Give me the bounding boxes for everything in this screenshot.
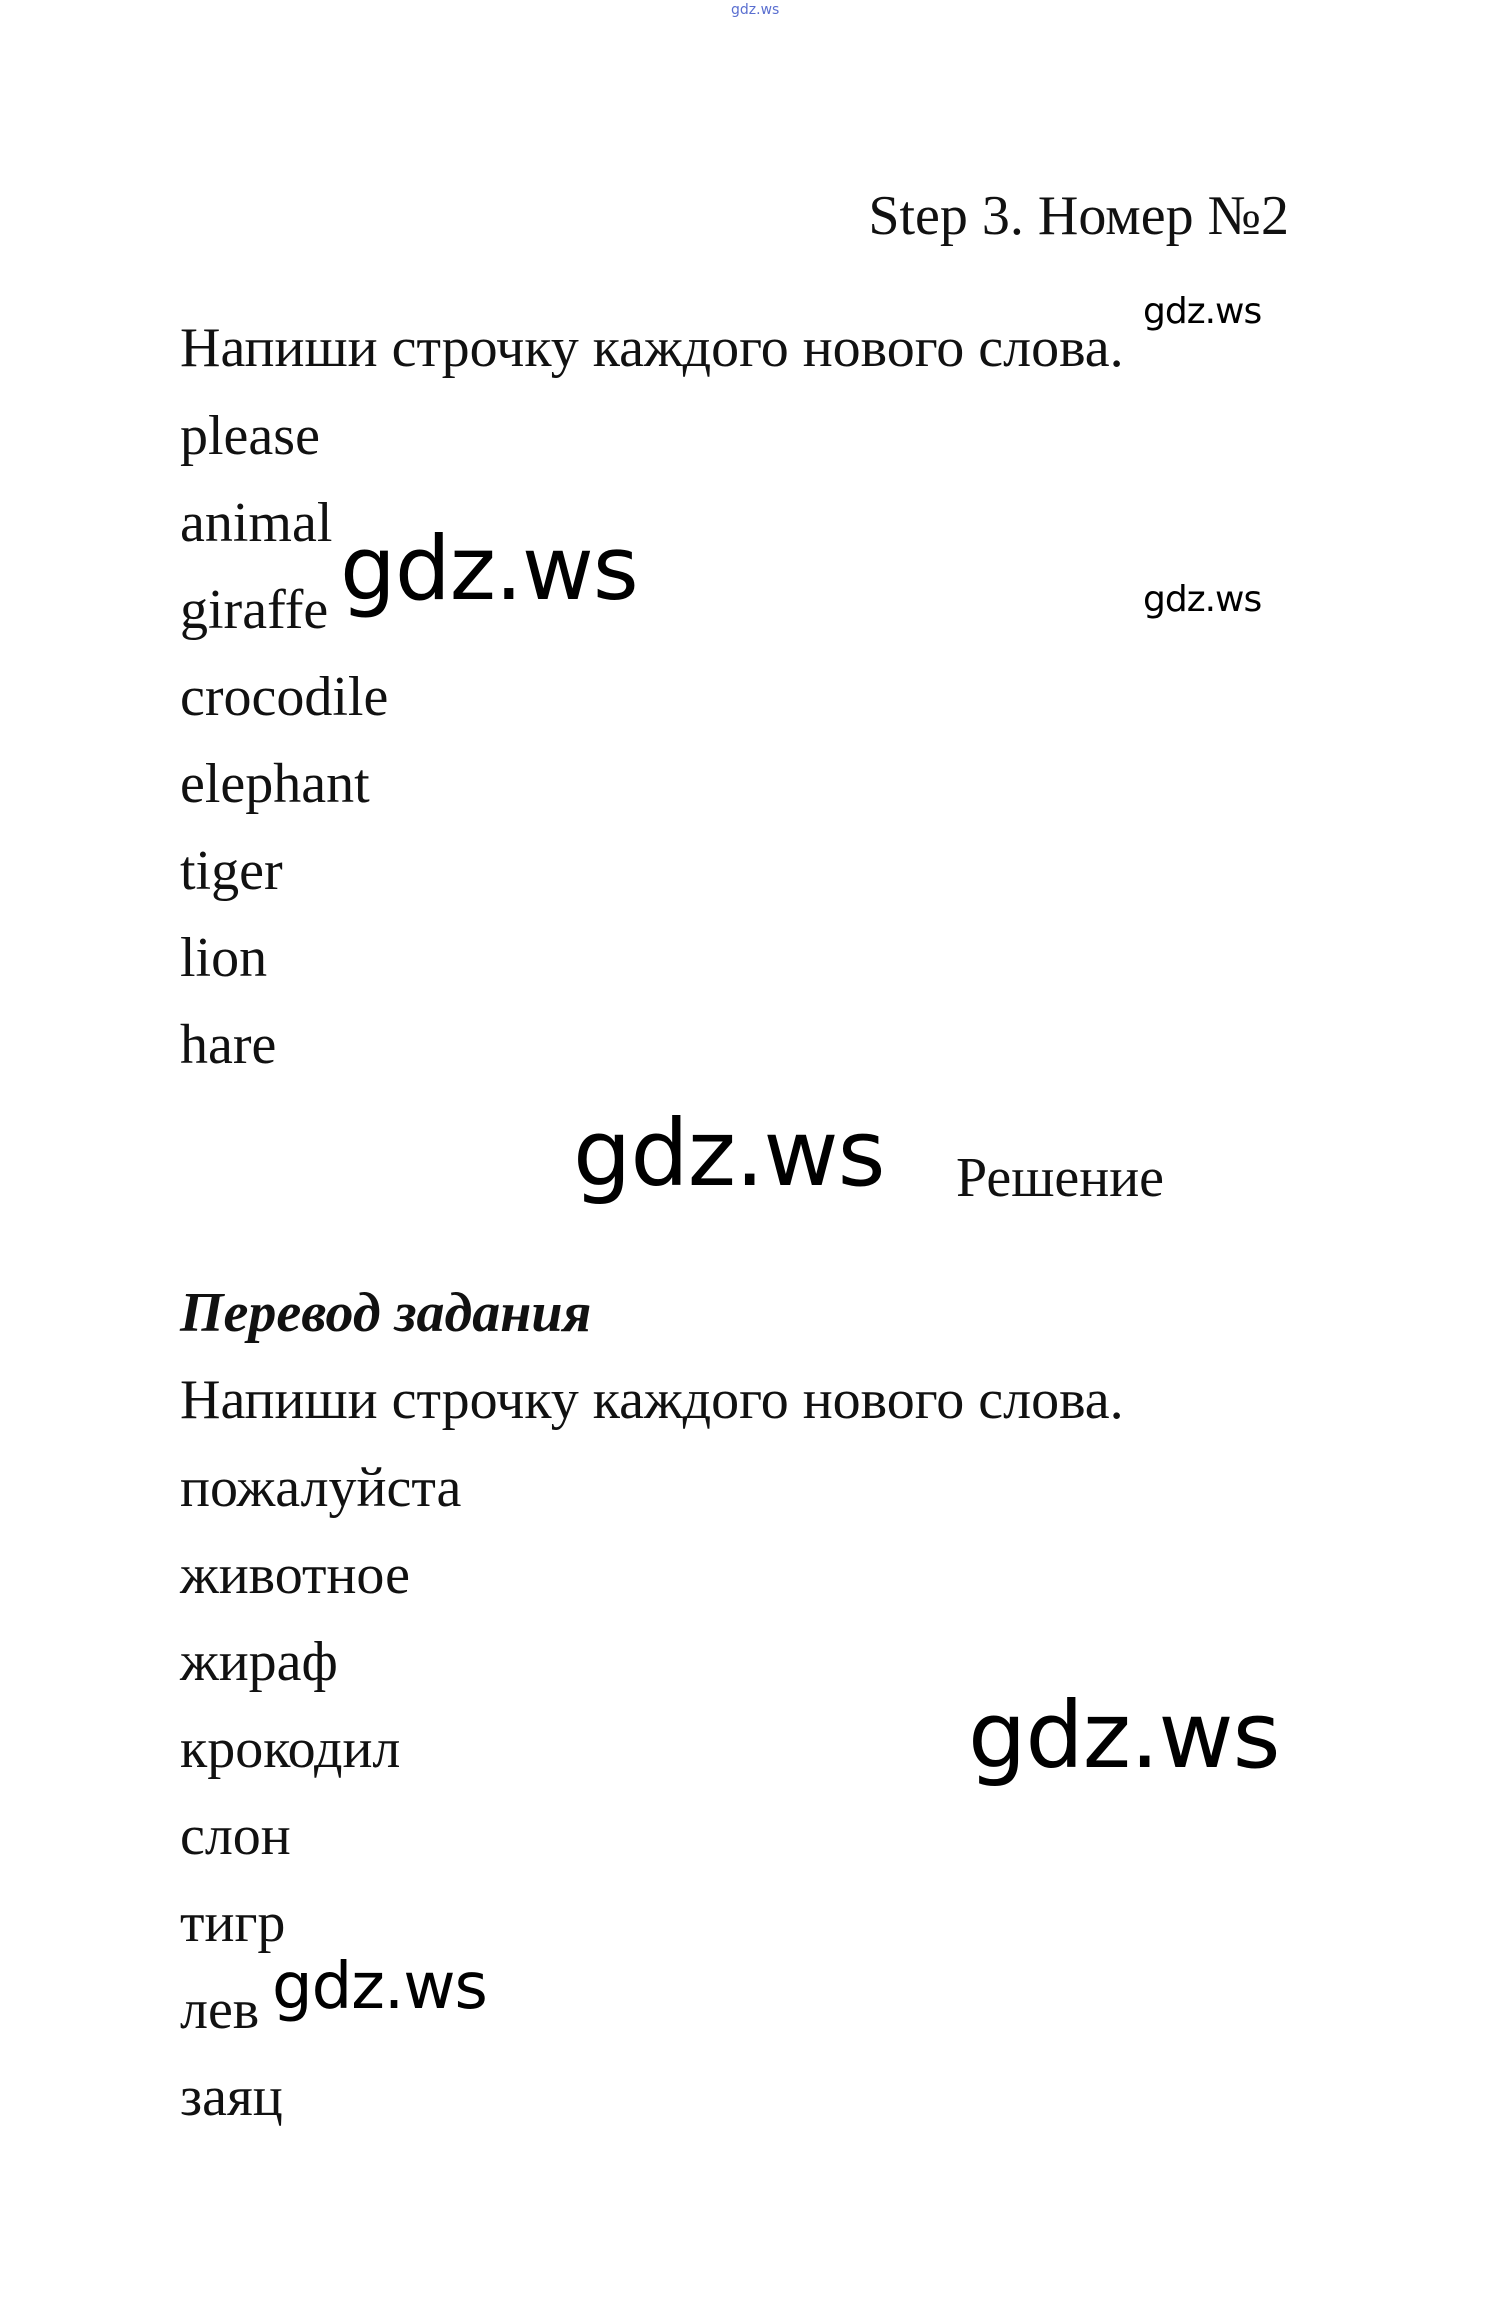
watermark: gdz.ws (272, 1950, 487, 2024)
task-instruction: Напиши строчку каждого нового слова. (180, 317, 1124, 379)
translated-instruction: Напиши строчку каждого нового слова. (180, 1369, 1124, 1431)
page-title: Step 3. Номер №2 (868, 185, 1289, 247)
word-item: животное (180, 1544, 410, 1606)
word-item: тигр (180, 1892, 286, 1954)
word-item: заяц (180, 2066, 283, 2128)
watermark: gdz.ws (340, 517, 638, 620)
watermark: gdz.ws (573, 1100, 885, 1207)
word-item: жираф (180, 1631, 338, 1693)
word-item: крокодил (180, 1718, 401, 1780)
solution-label: Решение (956, 1147, 1165, 1209)
watermark: gdz.ws (968, 1682, 1280, 1789)
word-item: hare (180, 1014, 277, 1076)
word-item: слон (180, 1805, 291, 1867)
word-item: tiger (180, 840, 283, 902)
word-item: animal (180, 492, 333, 554)
word-item: elephant (180, 753, 370, 815)
word-item: please (180, 405, 320, 467)
word-item: лев (180, 1979, 260, 2041)
word-item: giraffe (180, 579, 329, 641)
watermark: gdz.ws (1143, 291, 1262, 332)
word-item: crocodile (180, 666, 389, 728)
translation-heading: Перевод задания (180, 1282, 592, 1344)
watermark: gdz.ws (1143, 579, 1262, 620)
word-item: lion (180, 927, 268, 989)
word-item: пожалуйста (180, 1457, 462, 1519)
watermark-top: gdz.ws (731, 2, 780, 18)
